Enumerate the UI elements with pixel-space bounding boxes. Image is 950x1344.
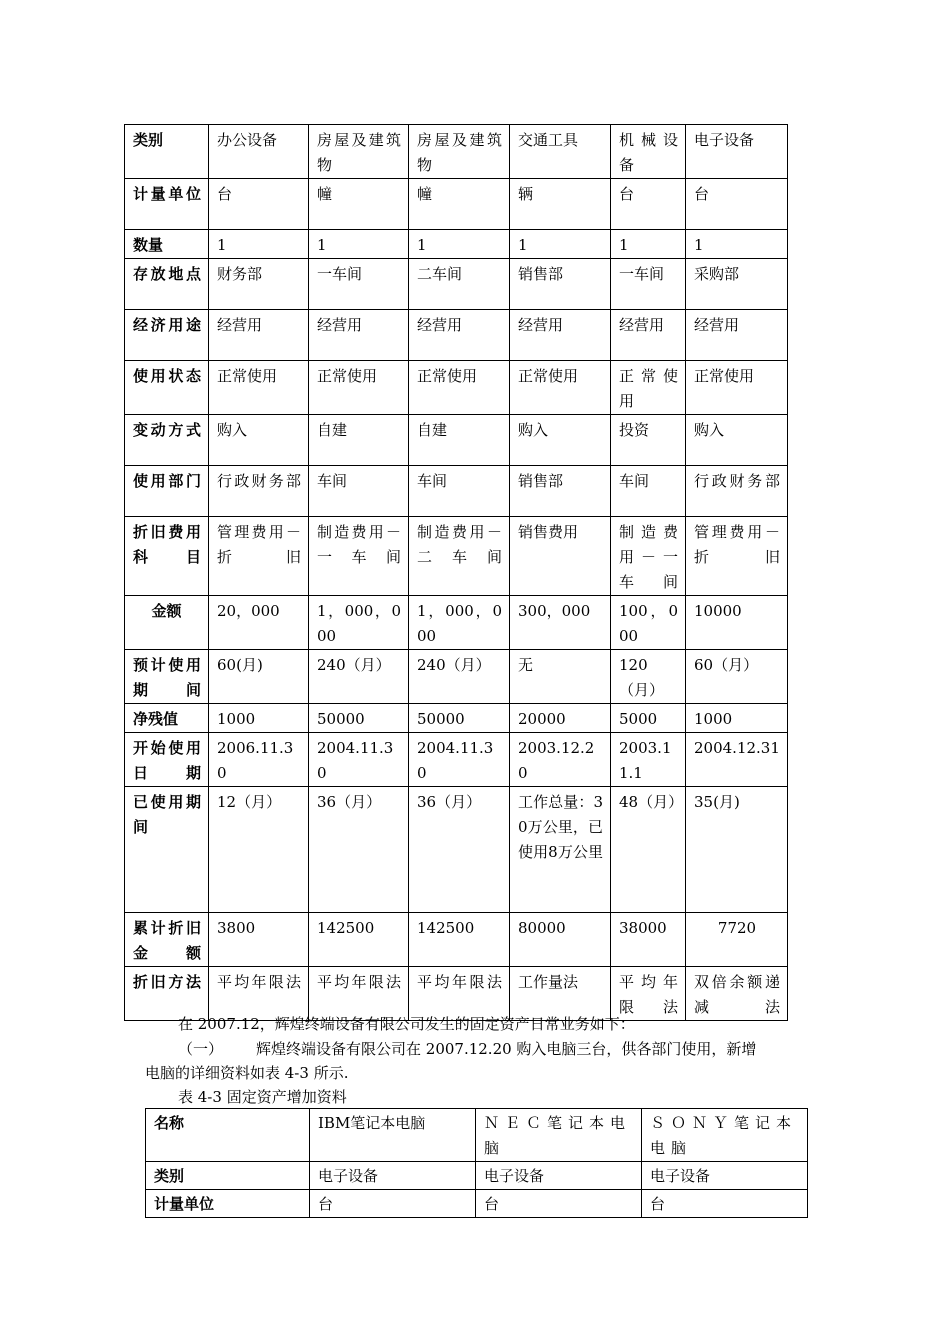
- table-cell: 制造费用－一车间: [309, 517, 409, 596]
- table-row-purpose: [125, 310, 788, 361]
- intro-paragraph: 在 2007.12，辉煌终端设备有限公司发生的固定资产日常业务如下：: [178, 1015, 635, 1033]
- table-cell: 台: [209, 179, 309, 230]
- table-cell: 2003.11.1: [611, 733, 686, 787]
- table-cell: 平均年限法: [209, 967, 309, 1021]
- table-cell: 240（月）: [409, 650, 510, 704]
- fixed-asset-table: [124, 124, 788, 1021]
- table-cell: 房屋及建筑物: [409, 125, 510, 179]
- table-cell: 1，000，000: [409, 596, 510, 650]
- row-header: 类别: [146, 1162, 310, 1190]
- table-cell: 制造费用－一车间: [611, 517, 686, 596]
- table-cell: 1: [209, 230, 309, 259]
- table-cell: 台: [611, 179, 686, 230]
- table-cell: 台: [642, 1190, 808, 1218]
- table-cell: 平均年限法: [309, 967, 409, 1021]
- table-cell: 正常使用: [510, 361, 611, 415]
- table-cell: 经营用: [686, 310, 788, 361]
- table-cell: 电子设备: [642, 1162, 808, 1190]
- item-one-paragraph: [178, 1037, 808, 1061]
- table-row-salvage-value: [125, 704, 788, 733]
- table-row-used-period: [125, 787, 788, 913]
- table-cell: 2004.11.30: [409, 733, 510, 787]
- table-cell: 240（月）: [309, 650, 409, 704]
- table-cell: 142500: [409, 913, 510, 967]
- table-cell: 1: [611, 230, 686, 259]
- table-cell: 50000: [309, 704, 409, 733]
- table-cell: 销售部: [510, 259, 611, 310]
- table-cell: 20，000: [209, 596, 309, 650]
- table-cell: ＳＯＮＹ笔记本电脑: [642, 1109, 808, 1162]
- addition-row: [146, 1162, 808, 1190]
- table-cell: 2003.12.20: [510, 733, 611, 787]
- table-cell: 台: [686, 179, 788, 230]
- table-cell: 行政财务部: [209, 466, 309, 517]
- item-one-text: 辉煌终端设备有限公司在 2007.12.20 购入电脑三台，供各部门使用，新增: [256, 1040, 757, 1058]
- table-cell: 正常使用: [686, 361, 788, 415]
- row-header: 金额: [125, 596, 209, 650]
- row-header: 变动方式: [125, 415, 209, 466]
- table-cell: 自建: [309, 415, 409, 466]
- row-header: 已使用期间: [125, 787, 209, 913]
- table-cell: 1: [409, 230, 510, 259]
- table-row-expected-life: [125, 650, 788, 704]
- table-cell: 1: [510, 230, 611, 259]
- table-cell: 1000: [686, 704, 788, 733]
- table-cell: 幢: [309, 179, 409, 230]
- table-cell: 管理费用－折旧: [209, 517, 309, 596]
- table-cell: 经营用: [209, 310, 309, 361]
- table-cell: 房屋及建筑物: [309, 125, 409, 179]
- asset-addition-table: [145, 1108, 808, 1218]
- table-cell: 购入: [209, 415, 309, 466]
- table-row-amount: [125, 596, 788, 650]
- table-cell: 经营用: [510, 310, 611, 361]
- table-cell: 正常使用: [209, 361, 309, 415]
- table-row-start-date: [125, 733, 788, 787]
- table-cell: 辆: [510, 179, 611, 230]
- table-cell: 48（月）: [611, 787, 686, 913]
- table-cell: 管理费用－折旧: [686, 517, 788, 596]
- table-row-change-method: [125, 415, 788, 466]
- table-cell: 正常使用: [409, 361, 510, 415]
- table-cell: 120（月）: [611, 650, 686, 704]
- table-cell: 平均年限法: [611, 967, 686, 1021]
- table-cell: 幢: [409, 179, 510, 230]
- table-cell: 财务部: [209, 259, 309, 310]
- table-row-unit: [125, 179, 788, 230]
- table-cell: 300，000: [510, 596, 611, 650]
- table-cell: 车间: [611, 466, 686, 517]
- table-cell: 行政财务部: [686, 466, 788, 517]
- table-cell: 100，000: [611, 596, 686, 650]
- table-row-location: [125, 259, 788, 310]
- addition-row: [146, 1190, 808, 1218]
- table-row-accumulated-depreciation: [125, 913, 788, 967]
- table-cell: 购入: [510, 415, 611, 466]
- table-row-department: [125, 466, 788, 517]
- table-cell: 12（月）: [209, 787, 309, 913]
- table-cell: 经营用: [409, 310, 510, 361]
- row-header: 名称: [146, 1109, 310, 1162]
- table-cell: 36（月）: [309, 787, 409, 913]
- row-header: 使用状态: [125, 361, 209, 415]
- row-header: 存放地点: [125, 259, 209, 310]
- table-cell: 车间: [409, 466, 510, 517]
- table-cell: 采购部: [686, 259, 788, 310]
- row-header: 类别: [125, 125, 209, 179]
- table-cell: 1000: [209, 704, 309, 733]
- row-header: 数量: [125, 230, 209, 259]
- table-cell: 双倍余额递减法: [686, 967, 788, 1021]
- table-cell: 电子设备: [310, 1162, 476, 1190]
- table-row-quantity: [125, 230, 788, 259]
- table-row-depreciation-account: [125, 517, 788, 596]
- table-cell: 电子设备: [686, 125, 788, 179]
- table-cell: 二车间: [409, 259, 510, 310]
- table-cell: 无: [510, 650, 611, 704]
- table-cell: 车间: [309, 466, 409, 517]
- table-cell: 20000: [510, 704, 611, 733]
- row-header: 累计折旧金额: [125, 913, 209, 967]
- table-cell: 一车间: [309, 259, 409, 310]
- table-cell: 2004.11.30: [309, 733, 409, 787]
- table-cell: 交通工具: [510, 125, 611, 179]
- table-cell: 平均年限法: [409, 967, 510, 1021]
- table-cell: 36（月）: [409, 787, 510, 913]
- table-cell: 1: [309, 230, 409, 259]
- table-cell: 销售费用: [510, 517, 611, 596]
- table-cell: 一车间: [611, 259, 686, 310]
- addition-row: [146, 1109, 808, 1162]
- row-header: 开始使用日期: [125, 733, 209, 787]
- table-cell: IBM笔记本电脑: [310, 1109, 476, 1162]
- table-cell: 正常使用: [309, 361, 409, 415]
- table-row-category: [125, 125, 788, 179]
- row-header: 预计使用期间: [125, 650, 209, 704]
- table-cell: ＮＥＣ笔记本电脑: [476, 1109, 642, 1162]
- row-header: 折旧方法: [125, 967, 209, 1021]
- table-cell: 销售部: [510, 466, 611, 517]
- table-cell: 35(月): [686, 787, 788, 913]
- row-header: 计量单位: [125, 179, 209, 230]
- row-header: 使用部门: [125, 466, 209, 517]
- row-header: 经济用途: [125, 310, 209, 361]
- row-header: 计量单位: [146, 1190, 310, 1218]
- table-row-status: [125, 361, 788, 415]
- table-cell: 80000: [510, 913, 611, 967]
- table-cell: 1: [686, 230, 788, 259]
- table-cell: 2006.11.30: [209, 733, 309, 787]
- table-cell: 60（月）: [686, 650, 788, 704]
- table-cell: 5000: [611, 704, 686, 733]
- table-cell: 经营用: [611, 310, 686, 361]
- table-cell: 7720: [686, 913, 788, 967]
- table-cell: 投资: [611, 415, 686, 466]
- table-cell: 142500: [309, 913, 409, 967]
- table-cell: 自建: [409, 415, 510, 466]
- table-cell: 台: [476, 1190, 642, 1218]
- table-cell: 2004.12.31: [686, 733, 788, 787]
- table-cell: 工作总量：30万公里，已使用8万公里: [510, 787, 611, 913]
- item-one-continuation: 电脑的详细资料如表 4-3 所示.: [145, 1064, 349, 1082]
- table-cell: 60(月): [209, 650, 309, 704]
- table-cell: 3800: [209, 913, 309, 967]
- table-cell: 38000: [611, 913, 686, 967]
- table-cell: 台: [310, 1190, 476, 1218]
- item-one-label: （一）: [178, 1040, 224, 1058]
- table-cell: 制造费用－二车间: [409, 517, 510, 596]
- table-cell: 1，000，000: [309, 596, 409, 650]
- table-caption: 表 4-3 固定资产增加资料: [178, 1088, 347, 1106]
- table-cell: 正常使用: [611, 361, 686, 415]
- table-cell: 经营用: [309, 310, 409, 361]
- table-cell: 50000: [409, 704, 510, 733]
- table-cell: 工作量法: [510, 967, 611, 1021]
- table-cell: 购入: [686, 415, 788, 466]
- row-header: 净残值: [125, 704, 209, 733]
- table-cell: 机械设备: [611, 125, 686, 179]
- table-cell: 办公设备: [209, 125, 309, 179]
- table-cell: 电子设备: [476, 1162, 642, 1190]
- table-cell: 10000: [686, 596, 788, 650]
- row-header: 折旧费用科目: [125, 517, 209, 596]
